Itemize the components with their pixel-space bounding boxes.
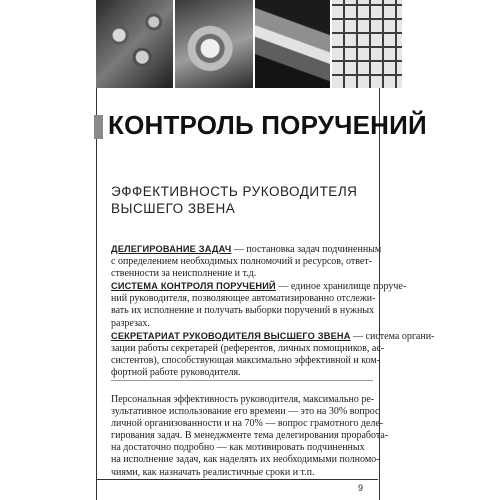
definition-control-system xyxy=(111,280,407,329)
definition-first-line xyxy=(111,280,407,293)
definition-delegation xyxy=(111,243,382,280)
definition-line: систентов), способствующая максимально эффективной и ком- xyxy=(111,354,381,366)
definition-text: — система органи- xyxy=(350,330,435,342)
definition-secretariat xyxy=(111,330,435,379)
section-divider xyxy=(111,380,373,381)
subtitle-line: ЭФФЕКТИВНОСТЬ РУКОВОДИТЕЛЯ xyxy=(111,184,358,199)
definition-line: зации работы секретарей (референтов, личных помощников, ас- xyxy=(111,342,385,354)
definition-text: — постановка задач подчиненным xyxy=(231,244,382,255)
header-photo-strip xyxy=(96,0,402,88)
section-subtitle xyxy=(111,183,358,217)
footer-divider xyxy=(96,479,378,480)
title-marker xyxy=(94,115,103,139)
definition-line: с определением необходимых полномочий и ресурсов, ответ- xyxy=(111,256,373,268)
body-line: личной организованности и на 70% — вопрос грамотного деле- xyxy=(111,418,384,430)
definition-term: СИСТЕМА КОНТРОЛЯ ПОРУЧЕНИЙ xyxy=(111,281,276,292)
subtitle-line: ВЫСШЕГО ЗВЕНА xyxy=(111,201,236,216)
definition-line: ственности за неисполнение и т.д. xyxy=(111,268,257,280)
body-line: на исполнение задач, как наделять их необходимыми полномо- xyxy=(111,454,380,466)
page-number: 9 xyxy=(358,483,364,493)
body-line: зультативное использование его времени — это на 30% вопрос xyxy=(111,406,380,418)
body-line: чиями, как назначать реалистичные сроки и т.п. xyxy=(111,466,315,478)
definition-term: СЕКРЕТАРИАТ РУКОВОДИТЕЛЯ ВЫСШЕГО ЗВЕНА xyxy=(111,330,351,341)
definition-first-line xyxy=(111,243,382,256)
definitions-list xyxy=(111,243,435,379)
keyboard-image xyxy=(332,0,402,88)
definition-line: вать их исполнение и получать выборки поручений в нужных xyxy=(111,305,375,317)
body-line: гирования задач. В менеджменте тема делегирования проработа- xyxy=(111,430,389,442)
body-line: на достаточно подробно — как мотивировать подчиненных xyxy=(111,442,365,454)
body-line: Персональная эффективность руководителя, максимально ре- xyxy=(111,394,375,405)
definition-line: разрезах. xyxy=(111,317,150,329)
safe-dial-image xyxy=(175,0,252,88)
definition-first-line xyxy=(111,330,435,343)
definition-line: ний руководителя, позволяющее автоматизированно отслежи- xyxy=(111,293,376,305)
definition-line: фортной работе руководителя. xyxy=(111,366,241,378)
definition-term: ДЕЛЕГИРОВАНИЕ ЗАДАЧ xyxy=(111,244,232,254)
chain-image xyxy=(96,0,173,88)
page-title: КОНТРОЛЬ ПОРУЧЕНИЙ xyxy=(108,110,427,140)
body-paragraph xyxy=(111,394,389,479)
folder-drawer-image xyxy=(255,0,331,88)
definition-text: — единое хранилище поруче- xyxy=(275,281,407,293)
